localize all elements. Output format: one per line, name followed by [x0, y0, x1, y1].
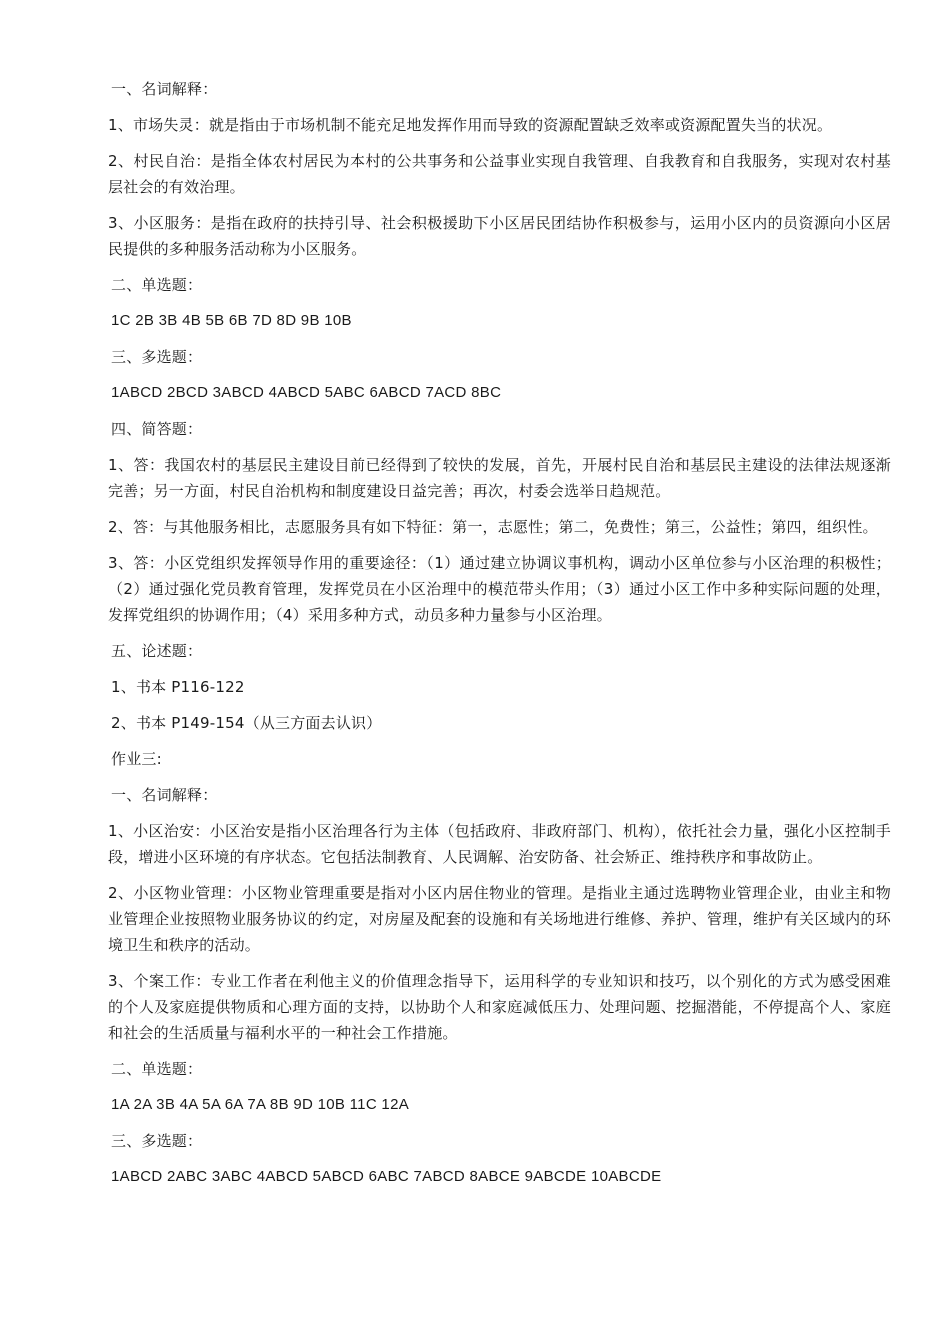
term-paragraph: 1、市场失灵：就是指由于市场机制不能充足地发挥作用而导致的资源配置缺乏效率或资源配置失当的状况。	[108, 116, 833, 134]
assignment-title: 作业三:	[111, 750, 162, 768]
term-paragraph: 3、小区服务：是指在政府的扶持引导、社会积极援助下小区居民团结协作积极参与，运用小区内的员资源向小区居民提供的多种服务活动称为小区服务。	[108, 214, 891, 258]
multi-choice-answers: 1ABCD 2BCD 3ABCD 4ABCD 5ABC 6ABCD 7ACD 8BC	[111, 384, 502, 401]
term-paragraph: 1、小区治安：小区治安是指小区治理各行为主体（包括政府、非政府部门、机构），依托社会力量，强化小区控制手段，增进小区环境的有序状态。它包括法制教育、人民调解、治安防备、社会矫正、维持秩序和事故防止。	[108, 822, 891, 866]
essay-answer: 2、书本 P149-154（从三方面去认识）	[111, 714, 382, 732]
heading-multi-choice: 三、多选题：	[111, 1132, 203, 1150]
multi-choice-answers: 1ABCD 2ABC 3ABC 4ABCD 5ABCD 6ABC 7ABCD 8ABCE 9ABCDE 10ABCDE	[111, 1168, 662, 1185]
short-answer-paragraph: 1、答：我国农村的基层民主建设目前已经得到了较快的发展，首先，开展村民自治和基层民主建设的法律法规逐渐完善；另一方面，村民自治机构和制度建设日益完善；再次，村委会选举日趋规范。	[108, 456, 891, 500]
term-paragraph: 3、个案工作：专业工作者在利他主义的价值理念指导下，运用科学的专业知识和技巧，以个别化的方式为感受困难的个人及家庭提供物质和心理方面的支持，以协助个人和家庭减低压力、处理问题、挖掘潜能，不停提高个人、家庭和社会的生活质量与福利水平的一种社会工作措施。	[108, 972, 891, 1042]
term-paragraph: 2、村民自治：是指全体农村居民为本村的公共事务和公益事业实现自我管理、自我教育和自我服务，实现对农村基层社会的有效治理。	[108, 152, 891, 196]
short-answer-paragraph: 3、答：小区党组织发挥领导作用的重要途径：（1）通过建立协调议事机构，调动小区单位参与小区治理的积极性；（2）通过强化党员教育管理，发挥党员在小区治理中的模范带头作用；（3）通过小区工作中多种实际问题的处理，发挥党组织的协调作用；（4）采用多种方式，动员多种力量参与小区治理。	[108, 554, 891, 624]
heading-multi-choice: 三、多选题：	[111, 348, 203, 366]
heading-single-choice: 二、单选题：	[111, 1060, 203, 1078]
heading-terms: 一、名词解释：	[111, 80, 218, 98]
essay-answer: 1、书本 P116-122	[111, 678, 245, 696]
heading-essay: 五、论述题：	[111, 642, 203, 660]
term-paragraph: 2、小区物业管理：小区物业管理重要是指对小区内居住物业的管理。是指业主通过选聘物业管理企业，由业主和物业管理企业按照物业服务协议的约定，对房屋及配套的设施和有关场地进行维修、养护、管理，维护有关区域内的环境卫生和秩序的活动。	[108, 884, 891, 954]
document-body	[108, 76, 891, 1200]
heading-single-choice: 二、单选题：	[111, 276, 203, 294]
short-answer-paragraph: 2、答：与其他服务相比，志愿服务具有如下特征：第一，志愿性；第二，免费性；第三，公益性；第四，组织性。	[108, 518, 878, 536]
heading-terms: 一、名词解释：	[111, 786, 218, 804]
single-choice-answers: 1C 2B 3B 4B 5B 6B 7D 8D 9B 10B	[111, 312, 352, 329]
single-choice-answers: 1A 2A 3B 4A 5A 6A 7A 8B 9D 10B 11C 12A	[111, 1096, 410, 1113]
heading-short-answer: 四、简答题：	[111, 420, 203, 438]
